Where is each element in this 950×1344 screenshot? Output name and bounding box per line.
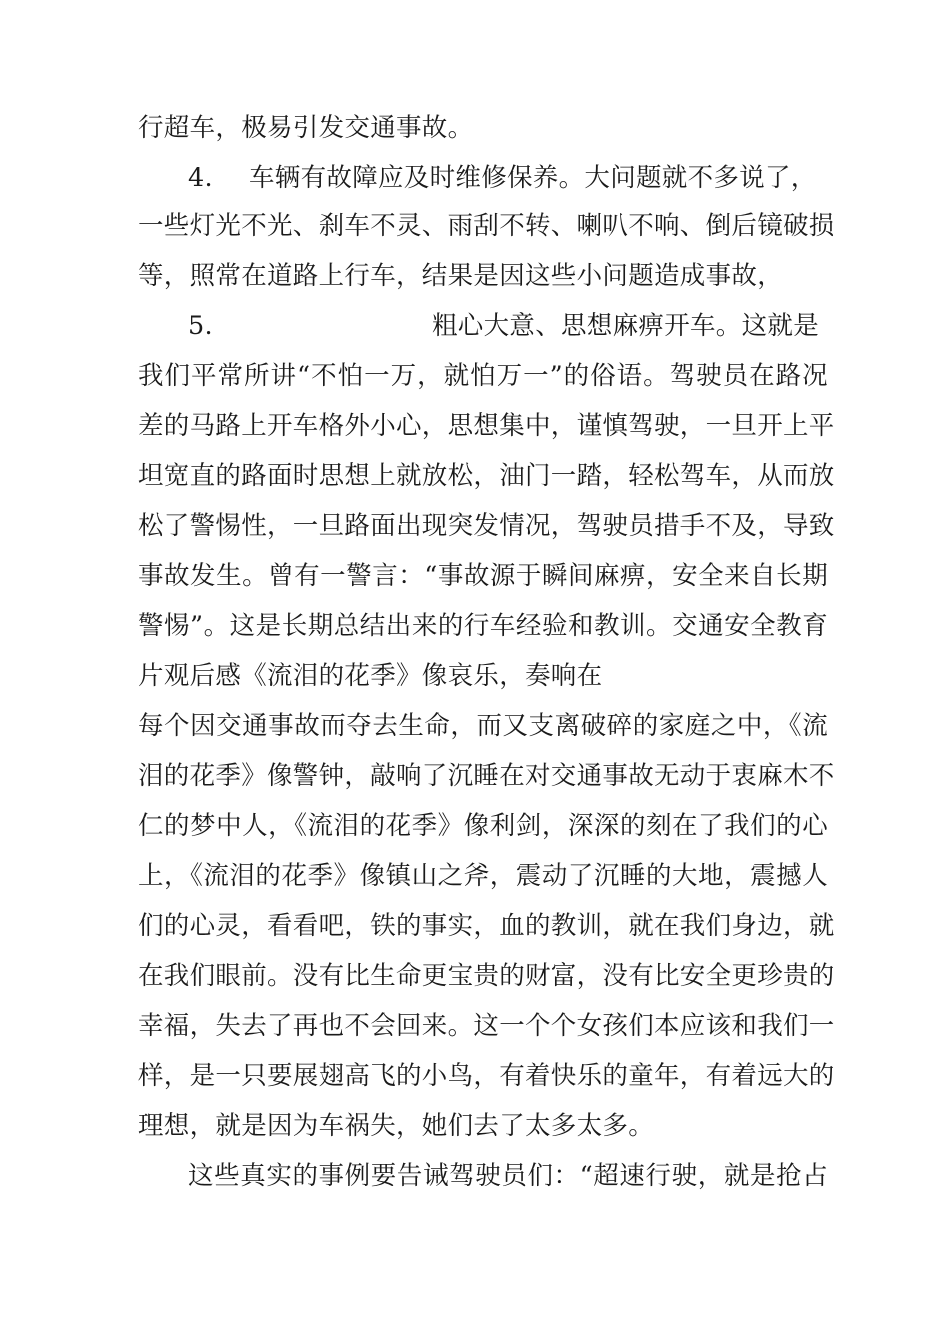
list-item-5 bbox=[188, 306, 828, 346]
list-item-text: 粗心大意、思想麻痹开车。这就是 bbox=[432, 311, 820, 341]
text-line: 等，照常在道路上行车，结果是因这些小问题造成事故， bbox=[138, 261, 784, 291]
text-line: 仁的梦中人，《流泪的花季》像利剑，深深的刻在了我们的心 bbox=[138, 811, 828, 841]
text-line: 警惕”。这是长期总结出来的行车经验和教训。交通安全教育 bbox=[138, 611, 828, 641]
text-line: 坦宽直的路面时思想上就放松，油门一踏，轻松驾车，从而放 bbox=[138, 461, 835, 491]
list-number: 4. bbox=[188, 163, 213, 193]
list-item-4 bbox=[188, 158, 828, 198]
text-line: 片观后感《流泪的花季》像哀乐，奏响在 bbox=[138, 661, 603, 691]
paragraph-start-line: 这些真实的事例要告诫驾驶员们：“超速行驶，就是抢占 bbox=[188, 1161, 828, 1191]
text-line: 样，是一只要展翅高飞的小鸟，有着快乐的童年，有着远大的 bbox=[138, 1061, 835, 1091]
text-line: 行超车，极易引发交通事故。 bbox=[138, 113, 474, 143]
text-line: 在我们眼前。没有比生命更宝贵的财富，没有比安全更珍贵的 bbox=[138, 961, 835, 991]
text-line: 松了警惕性，一旦路面出现突发情况，驾驶员措手不及，导致 bbox=[138, 511, 835, 541]
text-line: 一些灯光不光、刹车不灵、雨刮不转、喇叭不响、倒后镜破损 bbox=[138, 211, 835, 241]
text-line: 幸福，失去了再也不会回来。这一个个女孩们本应该和我们一 bbox=[138, 1011, 835, 1041]
text-line: 泪的花季》像警钟，敲响了沉睡在对交通事故无动于衷麻木不 bbox=[138, 761, 835, 791]
list-item-text: 车辆有故障应及时维修保养。大问题就不多说了， bbox=[249, 163, 817, 193]
text-line: 差的马路上开车格外小心，思想集中，谨慎驾驶，一旦开上平 bbox=[138, 411, 835, 441]
text-line: 事故发生。曾有一警言：“事故源于瞬间麻痹，安全来自长期 bbox=[138, 561, 828, 591]
list-number: 5. bbox=[188, 311, 213, 341]
text-line: 们的心灵，看看吧，铁的事实，血的教训，就在我们身边，就 bbox=[138, 911, 835, 941]
text-line: 每个因交通事故而夺去生命，而又支离破碎的家庭之中，《流 bbox=[138, 711, 828, 741]
text-line: 上，《流泪的花季》像镇山之斧，震动了沉睡的大地，震撼人 bbox=[138, 861, 828, 891]
text-line: 我们平常所讲“不怕一万，就怕万一”的俗语。驾驶员在路况 bbox=[138, 361, 828, 391]
text-line: 理想，就是因为车祸失，她们去了太多太多。 bbox=[138, 1111, 655, 1141]
